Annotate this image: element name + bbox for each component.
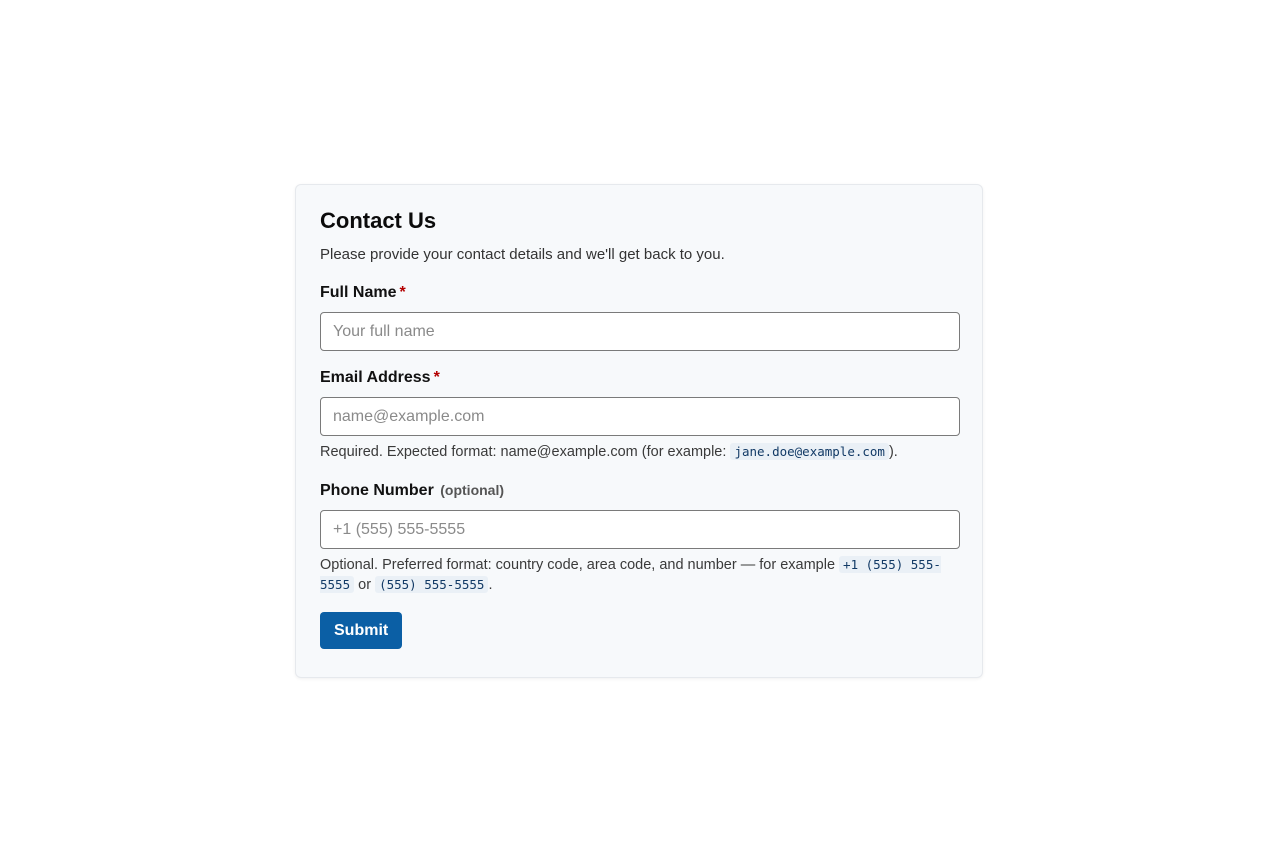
email-label-text: Email Address <box>320 369 431 386</box>
required-marker: * <box>399 284 406 301</box>
submit-button[interactable]: Submit <box>320 612 402 649</box>
phone-label-text: Phone Number <box>320 482 434 499</box>
contact-form-card <box>295 184 983 678</box>
phone-help-example-2: (555) 555-5555 <box>375 576 488 593</box>
phone-label <box>320 480 958 501</box>
phone-help-example-1: +1 (555) 555-5555 <box>320 557 941 592</box>
email-help-prefix: Required. Expected format: name@example.com (for example: <box>320 444 727 460</box>
email-help-suffix: ). <box>888 444 898 460</box>
form-subtitle: Please provide your contact details and we'll get back to you. <box>320 246 725 263</box>
optional-tag: (optional) <box>440 482 505 498</box>
full-name-label-text: Full Name <box>320 284 397 301</box>
full-name-field <box>320 283 958 351</box>
full-name-label <box>320 283 958 303</box>
phone-help-prefix: Optional. Preferred format: country code, area code, and number — for example <box>320 557 836 573</box>
required-marker: * <box>433 369 440 386</box>
email-input[interactable] <box>320 397 960 436</box>
email-label <box>320 368 958 388</box>
phone-help-middle: or <box>358 577 372 593</box>
phone-help-text <box>320 555 958 595</box>
email-field <box>320 368 958 462</box>
phone-help-suffix: . <box>488 577 493 593</box>
form-title: Contact Us <box>320 208 437 233</box>
phone-field <box>320 480 958 595</box>
email-help-example: jane.doe@example.com <box>730 443 889 460</box>
phone-input[interactable] <box>320 510 960 549</box>
email-help-text <box>320 442 958 462</box>
full-name-input[interactable] <box>320 312 960 351</box>
